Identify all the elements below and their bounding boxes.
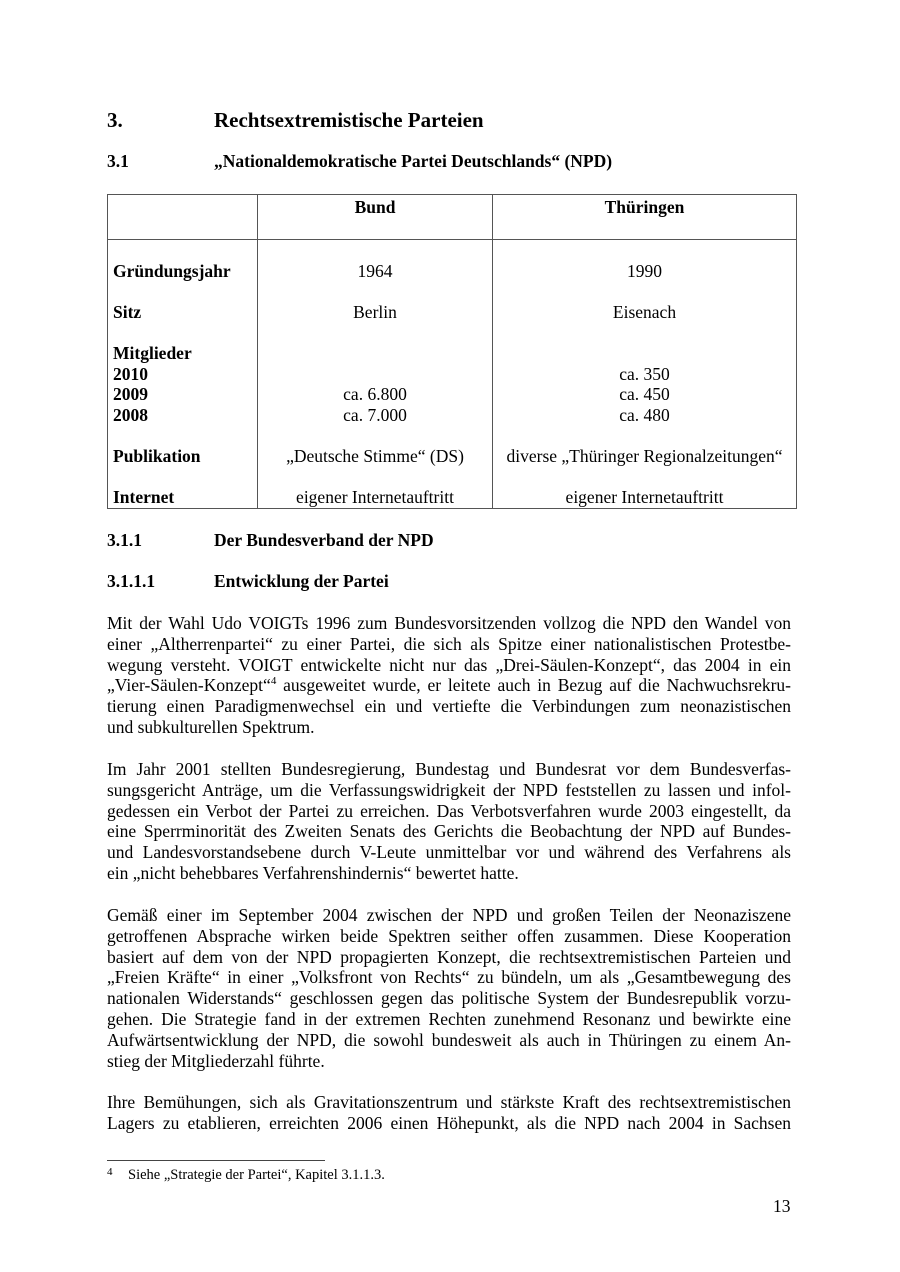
thueringen-internet: eigener Internetauftritt bbox=[565, 487, 724, 508]
text-line: stieg der Mitgliederzahl führte. bbox=[107, 1050, 325, 1071]
bund-2010 bbox=[258, 364, 492, 385]
bund-internet: eigener Internetauftritt bbox=[296, 487, 454, 508]
table-header-row bbox=[108, 195, 797, 240]
table-header-blank bbox=[108, 195, 258, 240]
subsubsection-number: 3.1.1 bbox=[107, 530, 142, 550]
text-line: ein „nicht behebbares Verfahrenshindernis“ bewertet hatte. bbox=[107, 862, 519, 883]
npd-overview-table bbox=[107, 194, 797, 509]
thueringen-sitz: Eisenach bbox=[612, 301, 677, 322]
subsubsection-title: Der Bundesverband der NPD bbox=[214, 530, 434, 550]
bund-sitz: Berlin bbox=[353, 301, 397, 322]
body-paragraph-4 bbox=[107, 1092, 791, 1134]
thueringen-gruendungsjahr: 1990 bbox=[627, 260, 662, 281]
footnote bbox=[107, 1167, 385, 1184]
subsection-title: „Nationaldemokratische Partei Deutschlands“ (NPD) bbox=[214, 151, 613, 171]
table-label-column bbox=[108, 240, 258, 509]
bund-2009: ca. 6.800 bbox=[343, 384, 407, 405]
label-gruendungsjahr: Gründungsjahr bbox=[113, 260, 231, 281]
text-line: Aufwärtsentwicklung der NPD, die sowohl bundesweit als auch in Thüringen zu einem An- bbox=[107, 1029, 791, 1050]
thueringen-publikation: diverse „Thüringer Regionalzeitungen“ bbox=[506, 445, 783, 466]
subsection-heading bbox=[107, 151, 612, 172]
text-line: und subkulturellen Spektrum. bbox=[107, 716, 315, 737]
table-header-thueringen: Thüringen bbox=[493, 195, 797, 240]
table-header-bund: Bund bbox=[258, 195, 493, 240]
footnote-divider bbox=[107, 1160, 325, 1161]
thueringen-2008: ca. 480 bbox=[619, 404, 670, 425]
text-line: einer „Altherrenpartei“ zu einer Partei, die sich als Spitze einer nationalistischen Protestbe- bbox=[107, 633, 791, 654]
table-bund-column bbox=[258, 240, 493, 509]
label-2008: 2008 bbox=[113, 404, 148, 425]
text-line: Im Jahr 2001 stellten Bundesregierung, Bundestag und Bundesrat vor dem Bundesverfas- bbox=[107, 759, 791, 779]
text-line: wegung versteht. VOIGT entwickelte nicht nur das „Drei-Säulen-Konzept“, das 2004 in ein bbox=[107, 654, 791, 675]
paragraph-heading bbox=[107, 571, 389, 592]
body-paragraph-1 bbox=[107, 613, 791, 738]
section-heading bbox=[107, 108, 484, 133]
bund-gruendungsjahr: 1964 bbox=[357, 260, 393, 281]
text-line: tierung einen Paradigmenwechsel ein und vertiefte die Verbindungen zum neonazistischen bbox=[107, 696, 791, 717]
body-paragraph-2 bbox=[107, 759, 791, 884]
bund-publikation: „Deutsche Stimme“ (DS) bbox=[286, 445, 464, 466]
text-line: Lagers zu etablieren, erreichten 2006 einen Höhepunkt, als die NPD nach 2004 in Sachsen bbox=[107, 1112, 791, 1133]
footnote-number: 4 bbox=[107, 1166, 113, 1178]
section-title: Rechtsextremistische Parteien bbox=[214, 108, 484, 132]
paragraph-heading-title: Entwicklung der Partei bbox=[214, 571, 389, 591]
text-line: nationalen Widerstands“ geschlossen gegen das politische System der Bundesrepublik vorzu- bbox=[107, 988, 791, 1009]
text-line: „Freien Kräfte“ in einer „Volksfront von Rechts“ zu bündeln, um als „Gesamtbewegung des bbox=[107, 967, 791, 988]
text-line: Mit der Wahl Udo VOIGTs 1996 zum Bundesvorsitzenden vollzog die NPD den Wandel von bbox=[107, 613, 791, 633]
thueringen-2009: ca. 450 bbox=[619, 384, 670, 405]
bund-2008: ca. 7.000 bbox=[343, 404, 407, 425]
text-line: eine Sperrminorität des Zweiten Senats des Gerichts die Beobachtung der NPD auf Bundes- bbox=[107, 821, 791, 842]
text-line: Ihre Bemühungen, sich als Gravitationszentrum und stärkste Kraft des rechtsextremistischen bbox=[107, 1092, 791, 1112]
label-internet: Internet bbox=[113, 487, 175, 508]
footnote-text: Siehe „Strategie der Partei“, Kapitel 3.1.1.3. bbox=[128, 1167, 385, 1183]
label-2009: 2009 bbox=[113, 384, 148, 405]
table-body-row bbox=[108, 240, 797, 509]
body-paragraph-3 bbox=[107, 905, 791, 1071]
text-line: sungsgericht Anträge, um die Verfassungswidrigkeit der NPD feststellen zu lassen und infol- bbox=[107, 779, 791, 800]
footnote-reference[interactable]: 4 bbox=[270, 674, 277, 687]
label-sitz: Sitz bbox=[113, 301, 142, 322]
text-fragment: ausgeweitet wurde, er leitete auch in Bezug auf die Nachwuchsrekru- bbox=[276, 675, 791, 696]
text-line: getroffenen Absprache wirken beide Spektren seither offen zusammen. Diese Kooperation bbox=[107, 925, 791, 946]
section-number: 3. bbox=[107, 108, 123, 132]
label-2010: 2010 bbox=[113, 363, 148, 384]
text-fragment: „Vier-Säulen-Konzept“ bbox=[107, 675, 271, 696]
text-line: basiert auf dem von der NPD propagierten Konzept, die rechtsextremistischen Parteien und bbox=[107, 946, 791, 967]
text-line bbox=[107, 675, 791, 696]
label-publikation: Publikation bbox=[113, 445, 201, 466]
table-thueringen-column bbox=[493, 240, 797, 509]
subsection-number: 3.1 bbox=[107, 151, 129, 171]
thueringen-2010: ca. 350 bbox=[619, 363, 670, 384]
page-number: 13 bbox=[773, 1196, 791, 1216]
label-mitglieder: Mitglieder bbox=[113, 342, 192, 363]
text-line: gedessen ein Verbot der Partei zu erreichen. Das Verbotsverfahren wurde 2003 eingestellt, da bbox=[107, 800, 791, 821]
text-line: Gemäß einer im September 2004 zwischen der NPD und großen Teilen der Neonaziszene bbox=[107, 905, 791, 925]
text-line: und Landesvorstandsebene durch V-Leute unmittelbar vor und während des Verfahrens als bbox=[107, 842, 791, 863]
paragraph-heading-number: 3.1.1.1 bbox=[107, 571, 156, 591]
subsubsection-heading bbox=[107, 530, 434, 551]
text-line: gehen. Die Strategie fand in der extremen Rechten zunehmend Resonanz und bewirkte eine bbox=[107, 1008, 791, 1029]
